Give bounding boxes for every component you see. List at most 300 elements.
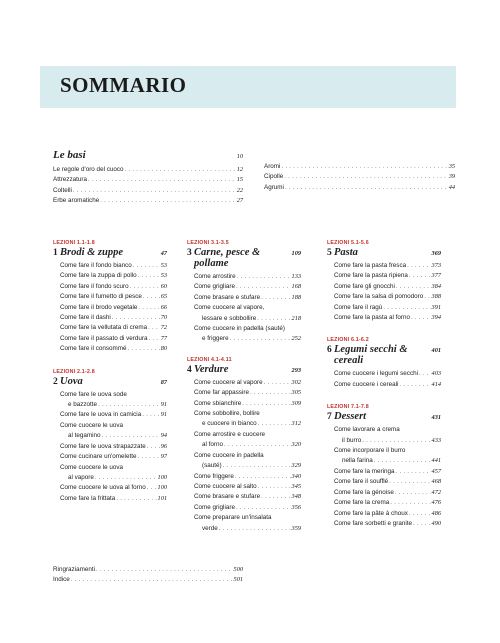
- title-banner: [40, 66, 456, 108]
- dot-leader: [396, 467, 431, 477]
- toc-entry-title: Erbe aromatiche: [53, 197, 100, 205]
- chapter-page: 401: [431, 347, 441, 355]
- chapter-entries: [187, 378, 301, 534]
- dot-leader: [102, 431, 160, 441]
- dot-leader: [409, 509, 431, 519]
- dot-leader: [143, 292, 160, 302]
- chapter-number: 7: [327, 412, 332, 423]
- toc-entry-title: Come cuocere le uova: [60, 463, 124, 471]
- dot-leader: [362, 436, 430, 446]
- toc-entry-title: Indice: [53, 576, 70, 584]
- toc-entry[interactable]: [334, 509, 441, 519]
- basi-heading[interactable]: [53, 149, 243, 161]
- toc-entry[interactable]: [334, 282, 441, 292]
- toc-entry[interactable]: [334, 446, 441, 467]
- dot-leader: [258, 419, 291, 429]
- dot-leader: [224, 440, 291, 450]
- toc-entry[interactable]: [194, 472, 301, 482]
- toc-entry-title: Come sbianchire: [194, 399, 242, 407]
- toc-entry-title: Le regole d'oro del cuoco: [53, 166, 124, 173]
- toc-entry[interactable]: [60, 323, 167, 333]
- toc-entry-page: 320: [291, 441, 301, 449]
- toc-entry[interactable]: [60, 344, 167, 354]
- toc-entry-title: Come brasare e stufare: [194, 493, 261, 501]
- dot-leader: [73, 186, 236, 196]
- dot-leader: [261, 492, 290, 502]
- chapter-heading[interactable]: [327, 247, 441, 258]
- toc-entry-title: Attrezzatura: [53, 176, 87, 184]
- toc-entry-page: 53: [160, 262, 167, 269]
- dot-leader: [130, 282, 160, 292]
- toc-entry[interactable]: [60, 271, 167, 281]
- toc-entry[interactable]: [194, 388, 301, 398]
- toc-entry-title: Come fare il fondo scuro: [60, 282, 129, 290]
- toc-entry-title-cont: al forno: [202, 441, 224, 449]
- toc-entry-page: 309: [291, 399, 301, 407]
- chapter-heading[interactable]: [327, 344, 441, 366]
- dot-leader: [138, 271, 160, 281]
- chapter-heading[interactable]: [53, 376, 167, 387]
- toc-entry[interactable]: [264, 162, 455, 172]
- chapter-title: Brodi & zuppe: [60, 247, 124, 258]
- dot-leader: [383, 303, 430, 313]
- chapter-page: 431: [431, 414, 441, 422]
- toc-entry-title: Come fare il dashi: [60, 314, 111, 322]
- dot-leader: [258, 482, 291, 492]
- toc-entry-page: 22: [236, 186, 243, 194]
- toc-entry-page: 65: [160, 293, 167, 301]
- toc-entry-title: Come fare la frittata: [60, 494, 116, 502]
- toc-entry[interactable]: [194, 503, 301, 513]
- chapter-entries: [53, 261, 167, 355]
- toc-entry-page: 97: [160, 453, 167, 461]
- page-title: SOMMARIO: [60, 73, 187, 97]
- dot-leader: [100, 196, 236, 206]
- toc-entry-page: 91: [160, 401, 167, 409]
- toc-entry-title: Come fare il fondo bianco: [60, 262, 132, 269]
- dot-leader: [133, 261, 160, 271]
- toc-entry[interactable]: [60, 261, 167, 271]
- toc-entry-page: 252: [291, 335, 301, 343]
- basi-left-list: [53, 165, 243, 207]
- dot-leader: [128, 344, 160, 354]
- back-matter-list: [53, 565, 243, 586]
- toc-entry-page: 15: [236, 176, 243, 184]
- dot-leader: [424, 292, 430, 302]
- dot-leader: [257, 314, 290, 324]
- toc-entry-title: Come brasare e stufare: [194, 293, 261, 301]
- dot-leader: [235, 472, 291, 482]
- toc-entry-title: Come cuocere al vapore,: [194, 304, 265, 312]
- toc-entry[interactable]: [60, 494, 167, 504]
- toc-entry-title: Come far appassire: [194, 389, 249, 397]
- toc-entry-line2: [194, 524, 301, 534]
- toc-entry[interactable]: [334, 380, 441, 390]
- toc-entry[interactable]: [194, 513, 301, 534]
- dot-leader: [138, 303, 159, 313]
- chapter-uova: [53, 369, 167, 504]
- toc-entry-title-cont: nella farina: [342, 457, 373, 465]
- chapter-entries: [53, 390, 167, 504]
- toc-entry[interactable]: [60, 334, 167, 344]
- dot-leader: [374, 456, 431, 466]
- dot-leader: [390, 498, 430, 508]
- column-middle: [187, 240, 301, 548]
- toc-entry-line2: [334, 436, 441, 446]
- toc-entry[interactable]: [53, 575, 243, 585]
- toc-entry-title-cont: (sauté): [202, 462, 222, 470]
- toc-entry-title: Come fare il ragù: [334, 303, 383, 311]
- dot-leader: [395, 488, 431, 498]
- toc-entry[interactable]: [264, 172, 455, 182]
- toc-entry[interactable]: [60, 410, 167, 420]
- chapter-title: Dessert: [334, 411, 367, 423]
- toc-entry[interactable]: [60, 463, 167, 484]
- toc-entry-title: Come fare la pasta al forno: [334, 314, 410, 322]
- toc-entry-page: 329: [291, 462, 301, 470]
- toc-entry-title: Come fare la génoise: [334, 488, 394, 496]
- toc-entry[interactable]: [53, 175, 243, 185]
- toc-entry[interactable]: [60, 452, 167, 462]
- toc-entry[interactable]: [60, 303, 167, 313]
- toc-entry-page: 96: [160, 442, 167, 450]
- toc-entry-title-cont: e bazzotte: [68, 401, 98, 409]
- toc-entry-title: Come fare il passato di verdura: [60, 334, 148, 342]
- chapter-title: Carne, pesce & pollame: [194, 247, 261, 269]
- toc-entry[interactable]: [334, 488, 441, 498]
- toc-entry-page: 168: [291, 283, 301, 291]
- lesson-range: LEZIONI 2.1-2.8: [53, 368, 95, 375]
- toc-entry-title: Come fare il consommé: [60, 345, 127, 353]
- toc-entry[interactable]: [60, 390, 167, 411]
- toc-entry-page: 80: [160, 345, 167, 353]
- toc-entry-title: Come fare la zuppa di pollo: [60, 272, 137, 280]
- toc-entry-title: Come grigliare: [194, 283, 235, 291]
- toc-entry-page: 468: [431, 478, 441, 486]
- toc-entry-page: 60: [160, 282, 167, 290]
- dot-leader: [96, 565, 233, 575]
- toc-entry[interactable]: [194, 409, 301, 430]
- toc-entry-title: Come cuocere al vapore: [194, 378, 263, 386]
- toc-entry-line2: [60, 473, 167, 483]
- dot-leader: [237, 272, 291, 282]
- toc-entry-title-cont: e cuocere in bianco: [202, 420, 257, 428]
- toc-entry[interactable]: [334, 292, 441, 302]
- toc-entry-page: 500: [233, 566, 243, 573]
- dot-leader: [399, 380, 430, 390]
- chapter-number: 5: [327, 248, 332, 258]
- toc-entry[interactable]: [60, 292, 167, 302]
- chapter-page: 47: [160, 250, 167, 257]
- toc-entry-line2: [60, 431, 167, 441]
- toc-entry-title: Come fare il brodo vegetale: [60, 303, 138, 311]
- toc-entry-page: 312: [291, 420, 301, 428]
- toc-entry[interactable]: [194, 324, 301, 345]
- dot-leader: [236, 282, 291, 292]
- dot-leader: [142, 410, 160, 420]
- toc-entry-title: Aromi: [264, 163, 281, 170]
- toc-entry-title: Ringraziamenti: [53, 566, 95, 573]
- chapter-entries: [187, 272, 301, 345]
- toc-entry[interactable]: [53, 565, 243, 575]
- toc-entry-page: 441: [431, 457, 441, 465]
- lesson-range: LEZIONI 6.1-6.2: [327, 337, 369, 344]
- dot-leader: [125, 165, 236, 175]
- chapter-heading[interactable]: [327, 411, 441, 422]
- lesson-range: LEZIONI 7.1-7.8: [327, 404, 369, 411]
- toc-entry-page: 486: [431, 509, 441, 517]
- toc-entry-title: Come fare la vellutata di crema: [60, 324, 148, 332]
- chapter-heading[interactable]: [53, 247, 167, 258]
- toc-entry-page: 403: [431, 370, 441, 378]
- toc-entry[interactable]: [334, 519, 441, 529]
- toc-entry-line2: [194, 334, 301, 344]
- toc-entry-page: 101: [157, 494, 167, 502]
- toc-entry[interactable]: [53, 196, 243, 206]
- toc-entry-page: 476: [431, 499, 441, 507]
- chapter-dessert: [327, 404, 441, 529]
- chapter-heading[interactable]: [187, 247, 301, 269]
- toc-entry-title-cont: il burro: [342, 436, 362, 444]
- toc-entry-title: Come fare il soufflé: [334, 478, 389, 486]
- toc-entry-line2: [194, 440, 301, 450]
- dot-leader: [112, 313, 160, 323]
- dot-leader: [264, 378, 291, 388]
- toc-entry[interactable]: [60, 442, 167, 452]
- toc-entry-title: Come fare la crema: [334, 499, 390, 507]
- toc-entry-title: Come fare la salsa di pomodoro: [334, 293, 424, 301]
- toc-entry[interactable]: [334, 369, 441, 379]
- toc-entry-page: 340: [291, 472, 301, 480]
- dot-leader: [149, 334, 160, 344]
- dot-leader: [407, 261, 430, 271]
- basi-right-list: [264, 162, 455, 193]
- toc-entry-page: 53: [160, 272, 167, 280]
- toc-entry-page: 348: [291, 493, 301, 501]
- toc-entry-page: 94: [160, 432, 167, 440]
- dot-leader: [230, 334, 291, 344]
- dot-leader: [88, 175, 236, 185]
- toc-entry-title: Come fare le uova sode: [60, 390, 127, 398]
- toc-entry-page: 356: [291, 503, 301, 511]
- chapter-number: 2: [53, 376, 58, 387]
- toc-entry[interactable]: [53, 186, 243, 196]
- chapter-number: 3: [187, 248, 192, 258]
- toc-entry-title: Coltelli: [53, 186, 72, 194]
- toc-entry-page: 384: [431, 282, 441, 290]
- toc-entry-title: Come cuocere i cereali: [334, 380, 399, 388]
- toc-entry-page: 305: [291, 389, 301, 397]
- chapter-entries: [327, 261, 441, 323]
- toc-entry[interactable]: [264, 183, 455, 193]
- toc-entry[interactable]: [60, 313, 167, 323]
- toc-entry-title: Come fare la pasta fresca: [334, 262, 407, 269]
- toc-entry-title: Come cuocere le uova al forno: [60, 484, 146, 492]
- dot-leader: [281, 162, 447, 172]
- toc-entry[interactable]: [334, 498, 441, 508]
- toc-entry[interactable]: [334, 425, 441, 446]
- dot-leader: [419, 369, 431, 379]
- toc-entry-title: Come cucinare un'omelette: [60, 453, 137, 461]
- toc-entry[interactable]: [194, 492, 301, 502]
- toc-entry-title: Come arrostire e cuocere: [194, 430, 266, 438]
- toc-entry[interactable]: [194, 282, 301, 292]
- dot-leader: [116, 494, 156, 504]
- dot-leader: [98, 400, 160, 410]
- dot-leader: [147, 483, 157, 493]
- toc-entry-title: Come cuocere in padella: [194, 451, 264, 459]
- chapter-number: 4: [187, 364, 192, 375]
- toc-entry[interactable]: [194, 303, 301, 324]
- dot-leader: [219, 524, 291, 534]
- toc-entry-title-cont: al vapore: [68, 473, 94, 481]
- dot-leader: [242, 399, 290, 409]
- toc-entry[interactable]: [194, 430, 301, 451]
- toc-entry-title: Come fare la meringa: [334, 467, 395, 475]
- toc-entry-title: Come arrostire: [194, 273, 236, 280]
- toc-entry-title: Come lavorare a crema: [334, 426, 400, 434]
- dot-leader: [413, 519, 430, 529]
- chapter-title: Uova: [60, 375, 83, 387]
- toc-entry-page: 394: [431, 314, 441, 322]
- toc-entry-title: Come sobbollire, bollire: [194, 410, 260, 418]
- chapter-brodi-zuppe: [53, 240, 167, 355]
- toc-entry-line2: [194, 461, 301, 471]
- dot-leader: [236, 503, 291, 513]
- chapter-title: Verdure: [194, 363, 229, 375]
- toc-entry-title: Come cuocere i legumi secchi: [334, 370, 418, 378]
- toc-entry-page: 77: [160, 334, 167, 342]
- basi-section: [53, 149, 243, 207]
- toc-entry-page: 472: [431, 488, 441, 496]
- toc-entry-title: Come friggere: [194, 472, 234, 480]
- toc-entry[interactable]: [53, 165, 243, 175]
- chapter-verdure: [187, 357, 301, 534]
- column-left: [53, 240, 167, 518]
- dot-leader: [95, 473, 157, 483]
- chapter-entries: [327, 369, 441, 390]
- toc-entry[interactable]: [60, 421, 167, 442]
- toc-entry[interactable]: [334, 313, 441, 323]
- toc-entry-page: 91: [160, 411, 167, 419]
- dot-leader: [137, 452, 159, 462]
- toc-entry-title: Come cuocere le uova: [60, 421, 124, 429]
- chapter-entries: [327, 425, 441, 529]
- toc-entry[interactable]: [334, 261, 441, 271]
- dot-leader: [250, 388, 291, 398]
- chapter-title: Legumi secchi & cereali: [334, 344, 408, 367]
- toc-entry[interactable]: [334, 303, 441, 313]
- chapter-page: 293: [291, 366, 301, 374]
- toc-entry[interactable]: [194, 482, 301, 492]
- toc-entry[interactable]: [194, 272, 301, 282]
- chapter-page: 87: [160, 378, 167, 386]
- toc-entry-page: 188: [291, 293, 301, 301]
- toc-entry-page: 12: [236, 166, 243, 173]
- toc-entry-page: 433: [431, 436, 441, 444]
- lesson-range: LEZIONI 4.1-4.11: [187, 356, 232, 363]
- toc-entry-line2: [334, 456, 441, 466]
- toc-entry-page: 302: [291, 378, 301, 386]
- chapter-number: 6: [327, 345, 332, 356]
- dot-leader: [409, 271, 431, 281]
- toc-entry-page: 35: [448, 163, 455, 170]
- dot-leader: [148, 323, 160, 333]
- toc-entry-line2: [60, 400, 167, 410]
- toc-entry-title: Come cuocere in padella (sauté): [194, 325, 286, 333]
- basi-title: Le basi: [53, 149, 86, 161]
- toc-entry-title-cont: e friggere: [202, 335, 229, 343]
- toc-entry-line2: [194, 314, 301, 324]
- toc-entry-page: 133: [291, 273, 301, 280]
- toc-entry-line2: [194, 419, 301, 429]
- toc-entry-page: 373: [431, 262, 441, 269]
- dot-leader: [389, 477, 430, 487]
- toc-entry-title: Come fare le uova strapazzate: [60, 442, 146, 450]
- toc-entry[interactable]: [60, 282, 167, 292]
- chapter-legumi-cereali: [327, 337, 441, 390]
- toc-entry-page: 218: [291, 314, 301, 322]
- toc-entry-page: 39: [448, 173, 455, 181]
- lesson-range: LEZIONI 1.1-1.8: [53, 240, 95, 246]
- toc-entry-page: 72: [160, 324, 167, 332]
- dot-leader: [411, 313, 431, 323]
- toc-entry-page: 100: [157, 484, 167, 492]
- chapter-heading[interactable]: [187, 364, 301, 375]
- toc-entry-page: 27: [236, 197, 243, 205]
- toc-entry[interactable]: [194, 399, 301, 409]
- toc-entry[interactable]: [60, 483, 167, 493]
- chapter-number: 1: [53, 248, 58, 258]
- toc-entry[interactable]: [334, 467, 441, 477]
- toc-entry-page: 70: [160, 314, 167, 322]
- chapter-title: Pasta: [334, 247, 358, 258]
- chapter-page: 109: [291, 250, 301, 257]
- toc-entry[interactable]: [194, 378, 301, 388]
- toc-entry[interactable]: [334, 271, 441, 281]
- toc-entry-title-cont: verde: [202, 524, 218, 532]
- toc-entry-page: 377: [431, 272, 441, 280]
- toc-entry-title: Come fare le uova in camicia: [60, 411, 142, 419]
- dot-leader: [71, 575, 233, 585]
- toc-entry-title: Come incorporare il burro: [334, 447, 406, 455]
- toc-entry-page: 345: [291, 482, 301, 490]
- toc-entry-title-cont: al tegamino: [68, 432, 101, 440]
- dot-leader: [147, 442, 160, 452]
- toc-entry[interactable]: [334, 477, 441, 487]
- toc-entry-title: Come fare la pasta ripiena: [334, 272, 408, 280]
- toc-entry-title: Come fare la pâte à choux: [334, 509, 408, 517]
- lesson-range: LEZIONI 3.1-3.5: [187, 240, 229, 246]
- toc-entry-title: Agrumi: [264, 183, 284, 191]
- dot-leader: [396, 282, 431, 292]
- dot-leader: [261, 293, 290, 303]
- toc-entry-page: 501: [233, 576, 243, 584]
- toc-entry[interactable]: [194, 451, 301, 472]
- toc-entry-page: 66: [160, 303, 167, 311]
- toc-entry-title: Come fare il fumetto di pesce: [60, 293, 142, 301]
- toc-entry[interactable]: [194, 293, 301, 303]
- toc-entry-page: 490: [431, 519, 441, 527]
- toc-entry-title: Come fare sorbetti e granite: [334, 519, 413, 527]
- toc-entry-page: 44: [448, 183, 455, 191]
- toc-entry-title-cont: lessare e sobbollire: [202, 314, 257, 322]
- toc-entry-page: 100: [157, 473, 167, 481]
- chapter-carne-pesce-pollame: [187, 240, 301, 345]
- toc-entry-title: Come cuocere al salto: [194, 482, 257, 490]
- lesson-range: LEZIONI 5.1-5.6: [327, 240, 369, 246]
- toc-entry-title: Come grigliare: [194, 503, 235, 511]
